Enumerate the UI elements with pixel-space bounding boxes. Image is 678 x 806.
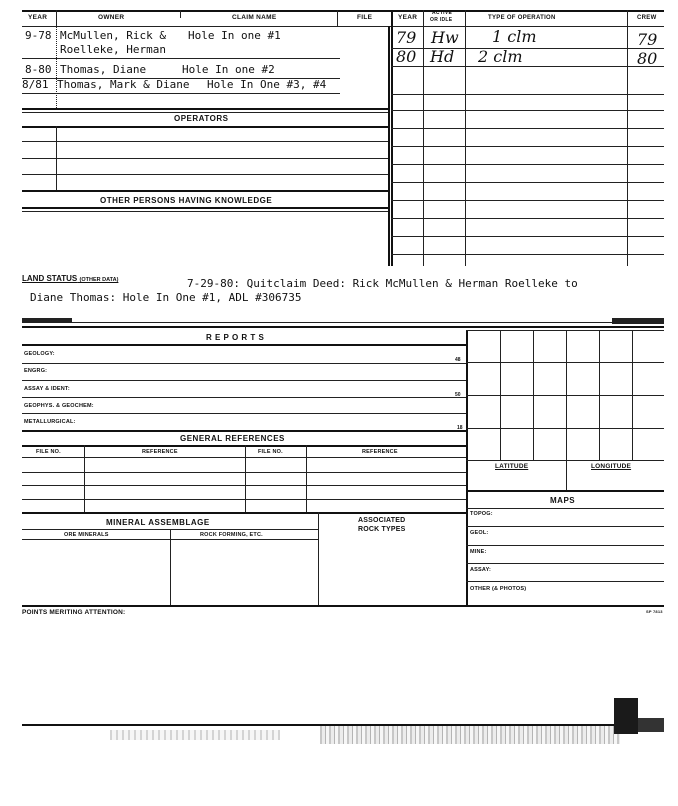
owner-row-year: 9-78	[25, 29, 52, 42]
report-label-engrg: ENGRG:	[24, 368, 48, 374]
map-item-assay: ASSAY:	[470, 567, 492, 573]
operation-type: 2 clm	[478, 47, 523, 66]
header-type-of-operation: TYPE OF OPERATION	[488, 15, 556, 21]
owner-row-owner: McMullen, Rick &	[60, 29, 166, 42]
header-owner: OWNER	[98, 14, 125, 21]
rock-forming-label: ROCK FORMING, ETC.	[200, 532, 263, 538]
operation-crew: 79	[637, 30, 658, 49]
punch-mark	[638, 718, 664, 732]
maps-heading: MAPS	[550, 496, 576, 505]
operators-heading: OPERATORS	[174, 114, 229, 123]
report-label-assay: ASSAY & IDENT:	[24, 386, 70, 392]
header-year-2: YEAR	[398, 14, 418, 21]
owner-row-claim: Hole In One #3, #4	[207, 78, 327, 91]
report-number: 18	[457, 425, 463, 431]
operation-year: 79	[396, 28, 417, 47]
report-label-geology: GEOLOGY:	[24, 351, 55, 357]
report-number: 50	[455, 392, 461, 398]
map-item-topog: TOPOG:	[470, 511, 493, 517]
header-claim-name: CLAIM NAME	[232, 14, 277, 21]
general-references-heading: GENERAL REFERENCES	[180, 434, 285, 443]
operation-crew: 80	[637, 49, 658, 68]
land-status-line-2: Diane Thomas: Hole In One #1, ADL #306735	[30, 291, 302, 304]
header-active-1: ACTIVE	[432, 10, 453, 16]
owner-row-owner: Roelleke, Herman	[60, 43, 166, 56]
operation-year: 80	[396, 47, 417, 66]
header-crew: CREW	[637, 15, 657, 21]
gr-file-no-2: FILE NO.	[258, 449, 283, 455]
header-active-2: OR IDLE	[430, 17, 453, 23]
operation-status: Hd	[430, 47, 455, 66]
owner-row-year: 8-80	[25, 63, 52, 76]
form-number: SP 7813	[646, 609, 663, 614]
ore-minerals-label: ORE MINERALS	[64, 532, 109, 538]
latitude-label: LATITUDE	[495, 463, 529, 470]
owner-row-owner: Thomas, Diane	[60, 63, 147, 76]
map-item-other: OTHER (& PHOTOS)	[470, 586, 527, 592]
report-number: 48	[455, 357, 461, 363]
owner-row-year: 8/81	[22, 78, 49, 91]
operation-status: Hw	[431, 28, 459, 47]
other-persons-heading: OTHER PERSONS HAVING KNOWLEDGE	[100, 196, 273, 205]
punch-mark	[614, 698, 638, 734]
reports-heading: R E P O R T S	[206, 333, 265, 342]
owner-row-owner: Thomas, Mark & Diane	[57, 78, 190, 91]
report-label-geophys: GEOPHYS. & GEOCHEM:	[24, 403, 94, 409]
owner-row-claim: Hole In one #1	[188, 29, 281, 42]
map-item-geol: GEOL:	[470, 530, 489, 536]
land-status-sublabel: (OTHER DATA)	[79, 277, 119, 283]
owner-row-claim: Hole In one #2	[182, 63, 275, 76]
land-status-label: LAND STATUS	[22, 274, 78, 283]
report-label-metallurgical: METALLURGICAL:	[24, 419, 76, 425]
operation-type: 1 clm	[492, 27, 537, 46]
points-meriting-attention: POINTS MERITING ATTENTION:	[22, 609, 126, 616]
associated-rock-types-1: ASSOCIATED	[358, 517, 406, 524]
associated-rock-types-2: ROCK TYPES	[358, 526, 406, 533]
scan-noise	[320, 726, 620, 744]
mineral-assemblage-heading: MINERAL ASSEMBLAGE	[106, 518, 210, 527]
gr-file-no-1: FILE NO.	[36, 449, 61, 455]
longitude-label: LONGITUDE	[591, 463, 632, 470]
map-item-mine: MINE:	[470, 549, 487, 555]
header-file: FILE	[357, 14, 373, 21]
gr-reference-2: REFERENCE	[362, 449, 398, 455]
header-year: YEAR	[28, 14, 48, 21]
gr-reference-1: REFERENCE	[142, 449, 178, 455]
land-status-line-1: 7-29-80: Quitclaim Deed: Rick McMullen & Herman Roelleke to	[187, 277, 578, 290]
scan-noise	[110, 730, 280, 740]
